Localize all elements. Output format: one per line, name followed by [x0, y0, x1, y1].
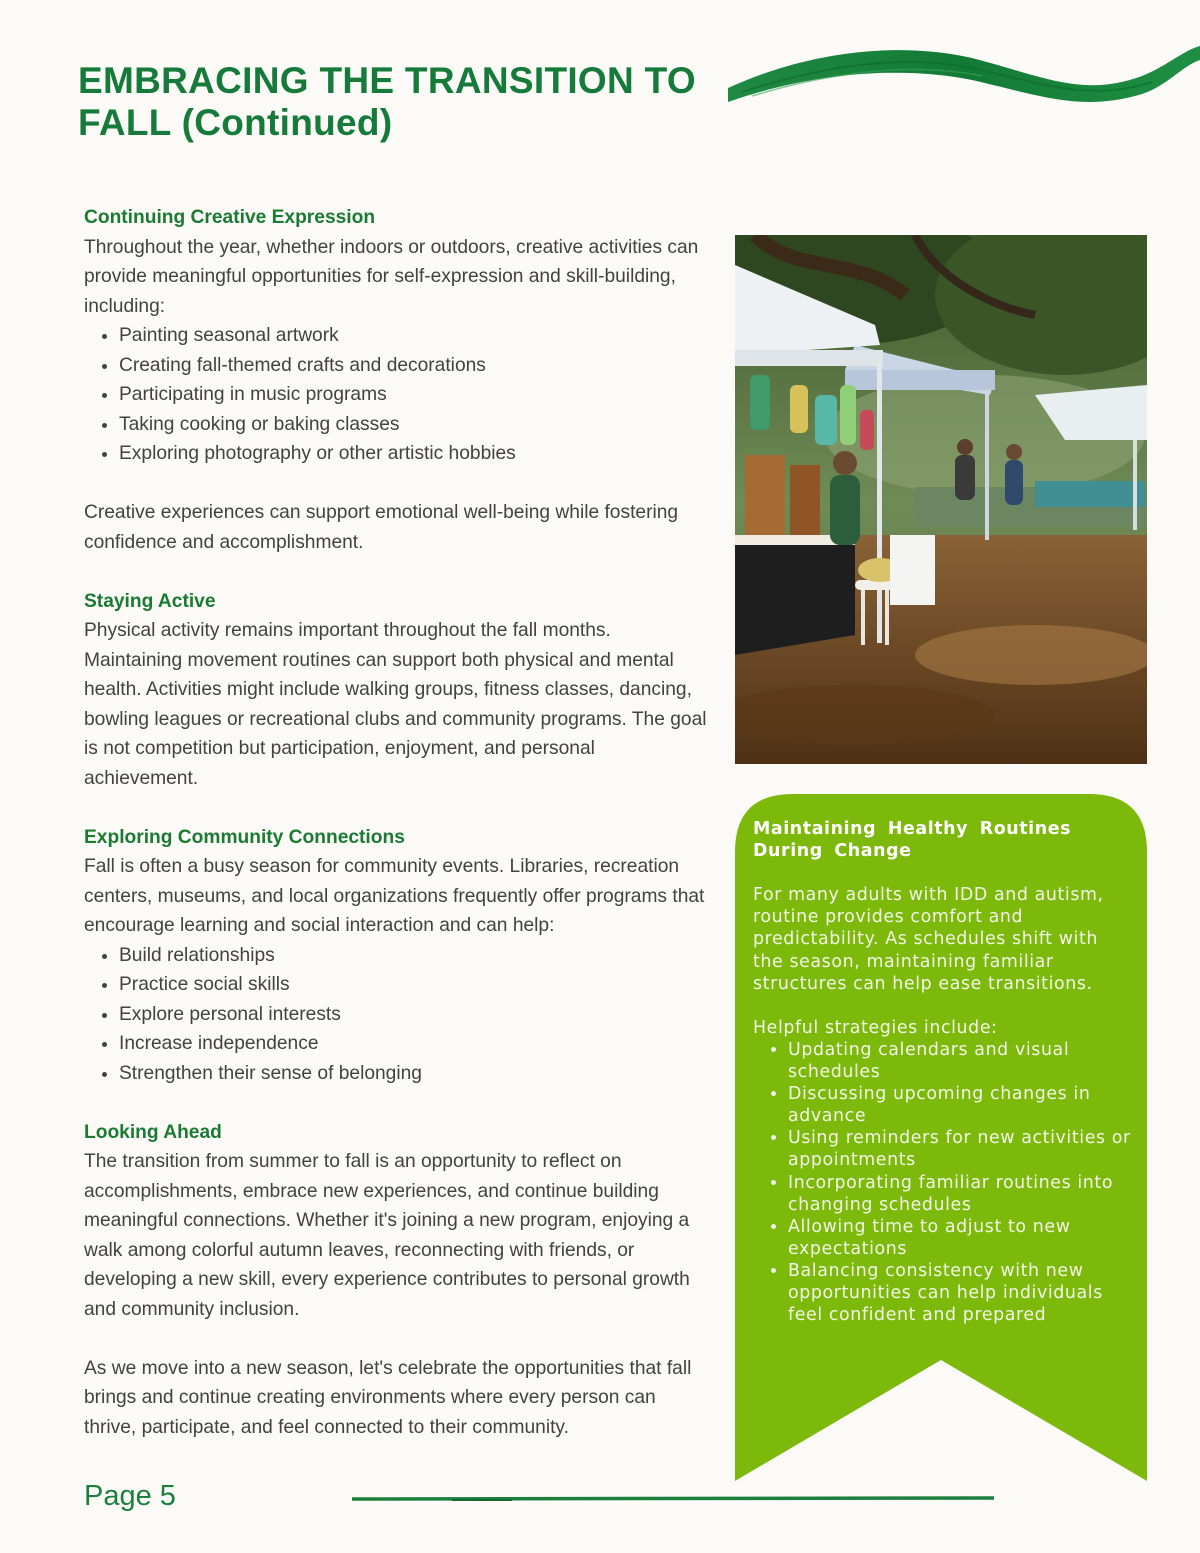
active-body: Physical activity remains important throughout the fall months. Maintaining movement routines can support both physical and mental health. Activities might include walking groups, fitness classes, dancing, bowling leagues or recreational clubs and community programs. The goal is not competition but participation, enjoyment, and personal achievement. [84, 620, 707, 789]
page-title [78, 60, 696, 144]
creative-list [84, 321, 709, 469]
routines-sidebar [753, 818, 1133, 1326]
list-item: • Using reminders for new activities or appointments [788, 1127, 1133, 1171]
ahead-closing: As we move into a new season, let's celebrate the opportunities that fall brings and continue creating environments where every person can thrive, participate, and feel connected to their community. [84, 1357, 692, 1438]
green-brush-stroke [722, 36, 1200, 110]
section-heading-community: Exploring Community Connections [84, 826, 405, 848]
list-item: • Exploring photography or other artistic hobbies [119, 439, 709, 469]
sidebar-list [753, 1039, 1133, 1326]
list-item: • Creating fall-themed crafts and decorations [119, 351, 709, 381]
list-item: • Strengthen their sense of belonging [119, 1059, 709, 1089]
list-item: • Discussing upcoming changes in advance [788, 1083, 1133, 1127]
list-item: • Explore personal interests [119, 1000, 709, 1030]
ahead-body: The transition from summer to fall is an opportunity to reflect on accomplishments, embrace new experiences, and continue building meaningful connections. Whether it's joining a new program, enjoying a walk among colorful autumn leaves, reconnecting with friends, or developing a new skill, every experience contributes to personal growth and community inclusion. [84, 1151, 690, 1320]
list-item: • Balancing consistency with new opportunities can help individuals feel confident and prepared [788, 1260, 1133, 1326]
footer-divider [352, 1494, 994, 1504]
sidebar-body: For many adults with IDD and autism, routine provides comfort and predictability. As schedules shift with the season, maintaining familiar structures can help ease transitions. [753, 885, 1104, 994]
creative-closing: Creative experiences can support emotional well-being while fostering confidence and accomplishment. [84, 502, 679, 553]
list-item: • Participating in music programs [119, 380, 709, 410]
title-line-1: EMBRACING THE TRANSITION TO [78, 60, 696, 101]
list-item: • Incorporating familiar routines into changing schedules [788, 1172, 1133, 1216]
list-item: • Updating calendars and visual schedules [788, 1039, 1133, 1083]
page-number: Page 5 [84, 1480, 176, 1512]
sidebar-title: Maintaining Healthy Routines During Change [753, 819, 1072, 862]
list-item: • Taking cooking or baking classes [119, 410, 709, 440]
list-item: • Painting seasonal artwork [119, 321, 709, 351]
title-line-2: FALL (Continued) [78, 102, 393, 143]
community-list [84, 941, 709, 1089]
market-photo [735, 235, 1147, 764]
list-item: • Practice social skills [119, 970, 709, 1000]
sidebar-list-intro: Helpful strategies include: [753, 1017, 998, 1038]
creative-intro: Throughout the year, whether indoors or outdoors, creative activities can provide meaningful opportunities for self-expression and skill-building, including: [84, 236, 699, 317]
section-heading-creative: Continuing Creative Expression [84, 207, 376, 228]
section-heading-ahead: Looking Ahead [84, 1121, 222, 1143]
list-item: • Allowing time to adjust to new expectations [788, 1216, 1133, 1260]
list-item: • Build relationships [119, 941, 709, 971]
section-heading-active: Staying Active [84, 590, 216, 612]
list-item: • Increase independence [119, 1029, 709, 1059]
main-content [84, 203, 709, 1442]
community-intro: Fall is often a busy season for community events. Libraries, recreation centers, museums, and local organizations frequently offer programs that encourage learning and social interaction and can help: [84, 856, 705, 936]
